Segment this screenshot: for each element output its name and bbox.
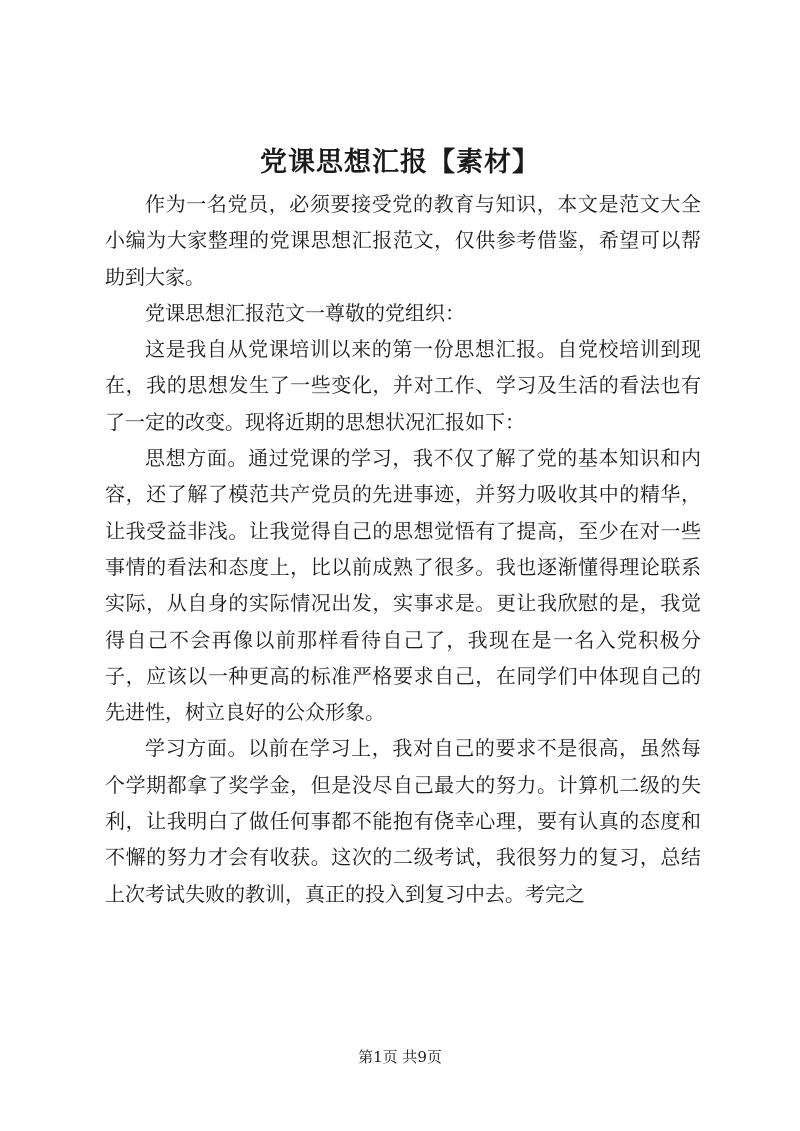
paragraph-study: 学习方面。以前在学习上，我对自己的要求不是很高，虽然每个学期都拿了奖学金，但是没尽自己最大的努力。计算机二级的失利，让我明白了做任何事都不能抱有侥幸心理，要有认真的态度和不懈的努力才会有收获。这次的二级考试，我很努力的复习，总结上次考试失败的教训，真正的投入到复习中去。考完之 xyxy=(105,736,701,906)
paragraph-thought: 思想方面。通过党课的学习，我不仅了解了党的基本知识和内容，还了解了模范共产党员的先进事迹，并努力吸收其中的精华，让我受益非浅。让我觉得自己的思想觉悟有了提高，至少在对一些事情的看法和态度上，比以前成熟了很多。我也逐渐懂得理论联系实际，从自身的实际情况出发，实事求是。更让我欣慰的是，我觉得自己不会再像以前那样看待自己了，我现在是一名入党积极分子，应该以一种更高的标准严格要求自己，在同学们中体现自己的先进性，树立良好的公众形象。 xyxy=(105,446,701,725)
document-title: 党课思想汇报【素材】 xyxy=(260,147,540,178)
paragraph-intro: 作为一名党员，必须要接受党的教育与知识，本文是范文大全小编为大家整理的党课思想汇报范文，仅供参考借鉴，希望可以帮助到大家。 xyxy=(105,192,701,289)
paragraph-salutation: 党课思想汇报范文一尊敬的党组织： xyxy=(145,300,465,325)
paragraph-opening: 这是我自从党课培训以来的第一份思想汇报。自党校培训到现在，我的思想发生了一些变化，并对工作、学习及生活的看法也有了一定的改变。现将近期的思想状况汇报如下： xyxy=(105,337,701,434)
document-body xyxy=(105,186,701,912)
page-footer: 第1页 共9页 xyxy=(358,1048,442,1066)
